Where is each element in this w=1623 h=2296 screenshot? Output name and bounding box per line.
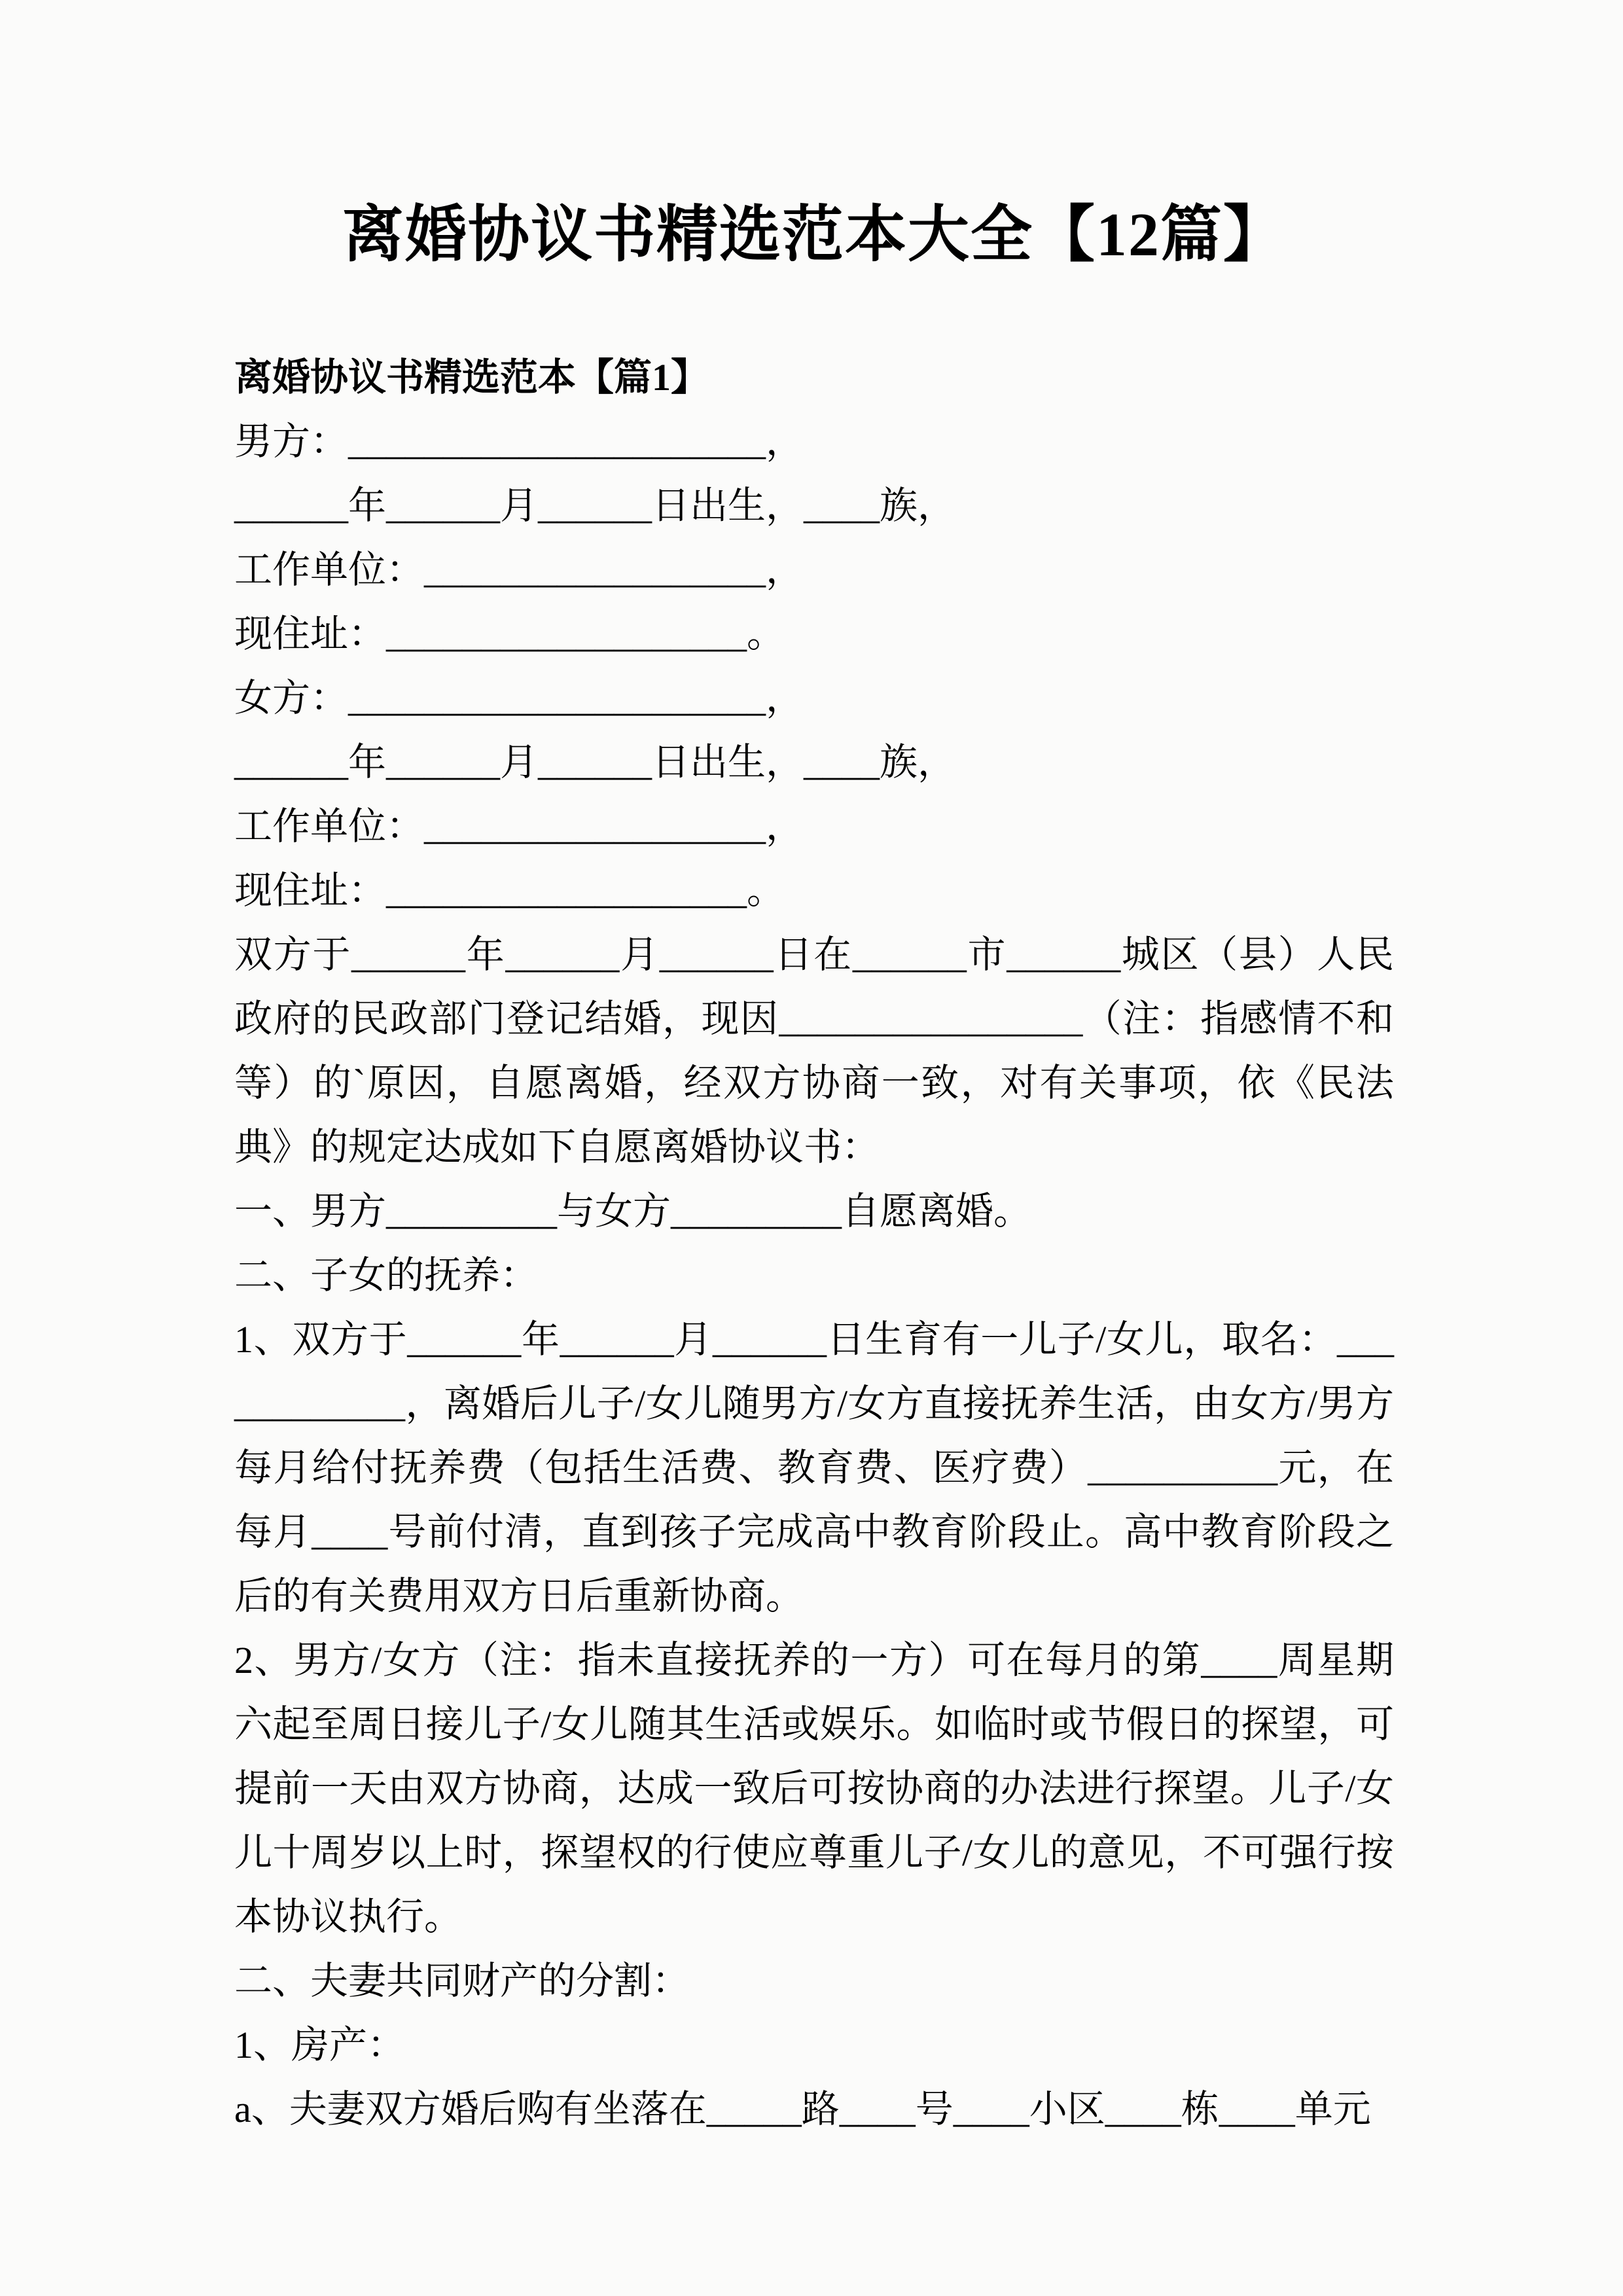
husband-employer-line: 工作单位：__________________， (234, 548, 804, 591)
husband-address-line: 现住址：___________________。 (234, 613, 785, 655)
clause-two-child-custody-heading: 二、子女的抚养： (234, 1254, 539, 1297)
part1-heading: 离婚协议书精选范本【篇1】 (234, 356, 709, 399)
document-body (234, 346, 1394, 2142)
wife-birth-line: ______年______月______日出生，____族， (234, 741, 956, 783)
marriage-registration-paragraph: 双方于______年______月______日在______市______城区（县）人民政府的民政部门登记结婚，现因________________（注：指感情不和等）的`原因，自愿离婚，经双方协商一致，对有关事项，依《民法典》的规定达成如下自愿离婚协议书： (234, 933, 1394, 1168)
document-title: 离婚协议书精选范本大全【12篇】 (342, 201, 1286, 269)
clause-one-voluntary-divorce: 一、男方_________与女方_________自愿离婚。 (234, 1190, 1032, 1232)
wife-address-line: 现住址：___________________。 (234, 869, 785, 912)
husband-name-line: 男方：______________________， (234, 420, 804, 463)
custody-item-1: 1、双方于______年______月______日生育有一儿子/女儿，取名：____________，离婚后儿子/女儿随男方/女方直接抚养生活，由女方/男方每月给付抚养费（包括生活费、教育费、医疗费）__________元，在每月____号前付清，直到孩子完成高中教育阶段止。高中教育阶段之后的有关费用双方日后重新协商。 (234, 1318, 1394, 1617)
wife-name-line: 女方：______________________， (234, 677, 804, 719)
custody-item-2-visitation: 2、男方/女方（注：指未直接抚养的一方）可在每月的第____周星期六起至周日接儿子/女儿随其生活或娱乐。如临时或节假日的探望，可提前一天由双方协商，达成一致后可按协商的办法进行探望。儿子/女儿十周岁以上时，探望权的行使应尊重儿子/女儿的意见，不可强行按本协议执行。 (234, 1639, 1394, 1938)
real-estate-heading: 1、房产： (234, 2024, 406, 2066)
property-division-heading: 二、夫妻共同财产的分割： (234, 1960, 690, 2002)
real-estate-item-a: a、夫妻双方婚后购有坐落在_____路____号____小区____栋____单元 (234, 2088, 1371, 2130)
husband-birth-line: ______年______月______日出生，____族， (234, 484, 956, 527)
wife-employer-line: 工作单位：__________________， (234, 805, 804, 848)
